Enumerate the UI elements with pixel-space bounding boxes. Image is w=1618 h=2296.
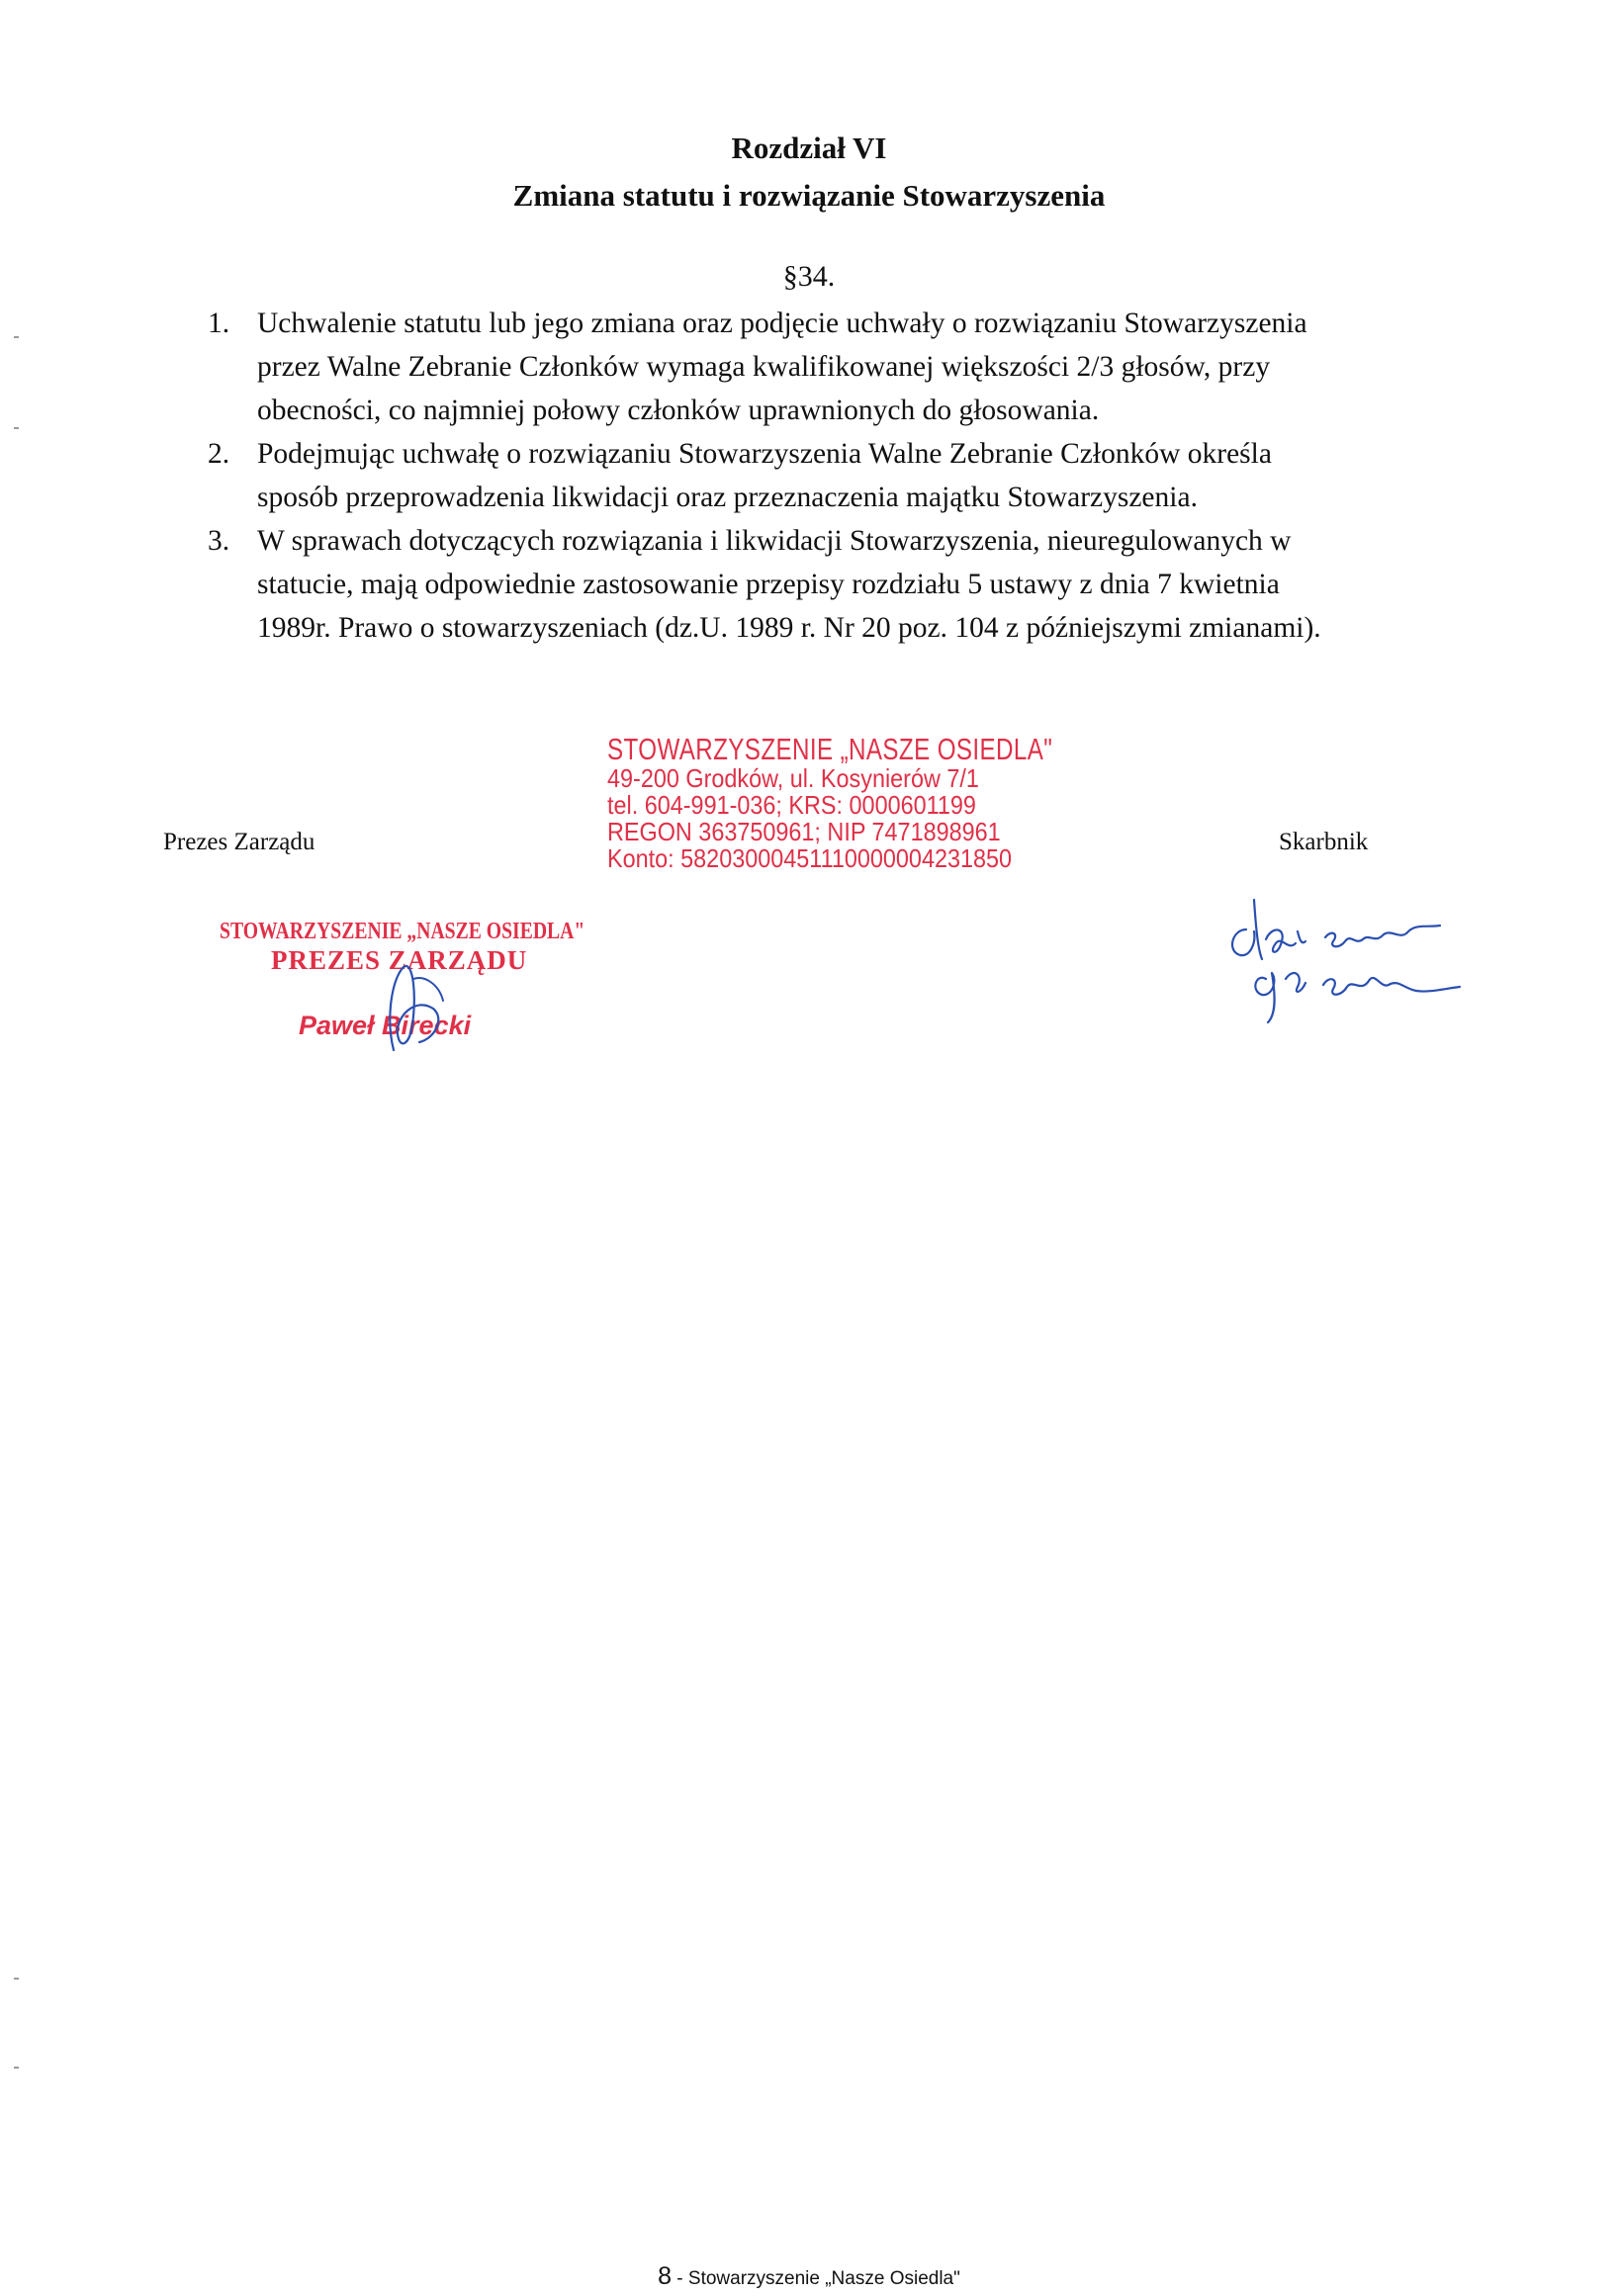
scan-mark — [14, 427, 19, 429]
clause-number: 1. — [208, 308, 230, 339]
page-footer — [0, 2262, 1618, 2291]
president-stamp-org: STOWARZYSZENIE „NASZE OSIEDLA" — [220, 919, 585, 944]
footer-text: - Stowarzyszenie „Nasze Osiedla" — [672, 2268, 960, 2289]
clause-3 — [208, 519, 1493, 650]
clause-number: 2. — [208, 438, 230, 470]
treasurer-signature — [1207, 870, 1503, 1028]
president-stamp-name: Paweł Birecki — [299, 1011, 472, 1040]
stamp-ids: REGON 363750961; NIP 7471898961 — [607, 817, 1001, 846]
page-number: 8 — [658, 2262, 673, 2290]
clause-list — [208, 302, 1493, 650]
clause-line: statucie, mają odpowiednie zastosowanie przepisy rozdziału 5 ustawy z dnia 7 kwietnia — [257, 569, 1280, 600]
clause-line: przez Walne Zebranie Członków wymaga kwalifikowanej większości 2/3 głosów, przy — [257, 351, 1271, 383]
clause-2 — [208, 432, 1493, 519]
president-label: Prezes Zarządu — [163, 829, 315, 855]
stamp-org-name: STOWARZYSZENIE „NASZE OSIEDLA" — [607, 732, 1053, 766]
stamp-contact: tel. 604-991-036; KRS: 0000601199 — [607, 790, 976, 820]
section-number: §34. — [782, 260, 836, 293]
president-signature — [356, 939, 475, 1058]
clause-line: Uchwalenie statutu lub jego zmiana oraz podjęcie uchwały o rozwiązaniu Stowarzyszenia — [257, 308, 1307, 339]
treasurer-label: Skarbnik — [1279, 829, 1369, 855]
clause-line: 1989r. Prawo o stowarzyszeniach (dz.U. 1989 r. Nr 20 poz. 104 z późniejszymi zmianami). — [257, 612, 1321, 644]
clause-line: W sprawach dotyczących rozwiązania i likwidacji Stowarzyszenia, nieuregulowanych w — [257, 525, 1292, 557]
chapter-title: Rozdział VI — [731, 131, 887, 165]
scan-mark — [14, 2067, 19, 2069]
stamp-address: 49-200 Grodków, ul. Kosynierów 7/1 — [607, 763, 979, 793]
clause-number: 3. — [208, 525, 230, 557]
chapter-subtitle: Zmiana statutu i rozwiązanie Stowarzyszenia — [512, 178, 1106, 213]
organization-stamp — [607, 734, 1178, 872]
scan-mark — [14, 336, 19, 338]
stamp-account: Konto: 58203000451110000004231850 — [607, 843, 1013, 873]
president-stamp-title: PREZES ZARZĄDU — [271, 945, 528, 975]
clause-line: sposób przeprowadzenia likwidacji oraz przeznaczenia majątku Stowarzyszenia. — [257, 482, 1198, 513]
clause-line: obecności, co najmniej połowy członków uprawnionych do głosowania. — [257, 395, 1100, 426]
clause-1 — [208, 302, 1493, 432]
clause-line: Podejmując uchwałę o rozwiązaniu Stowarzyszenia Walne Zebranie Członków określa — [257, 438, 1272, 470]
scan-mark — [14, 1978, 19, 1980]
